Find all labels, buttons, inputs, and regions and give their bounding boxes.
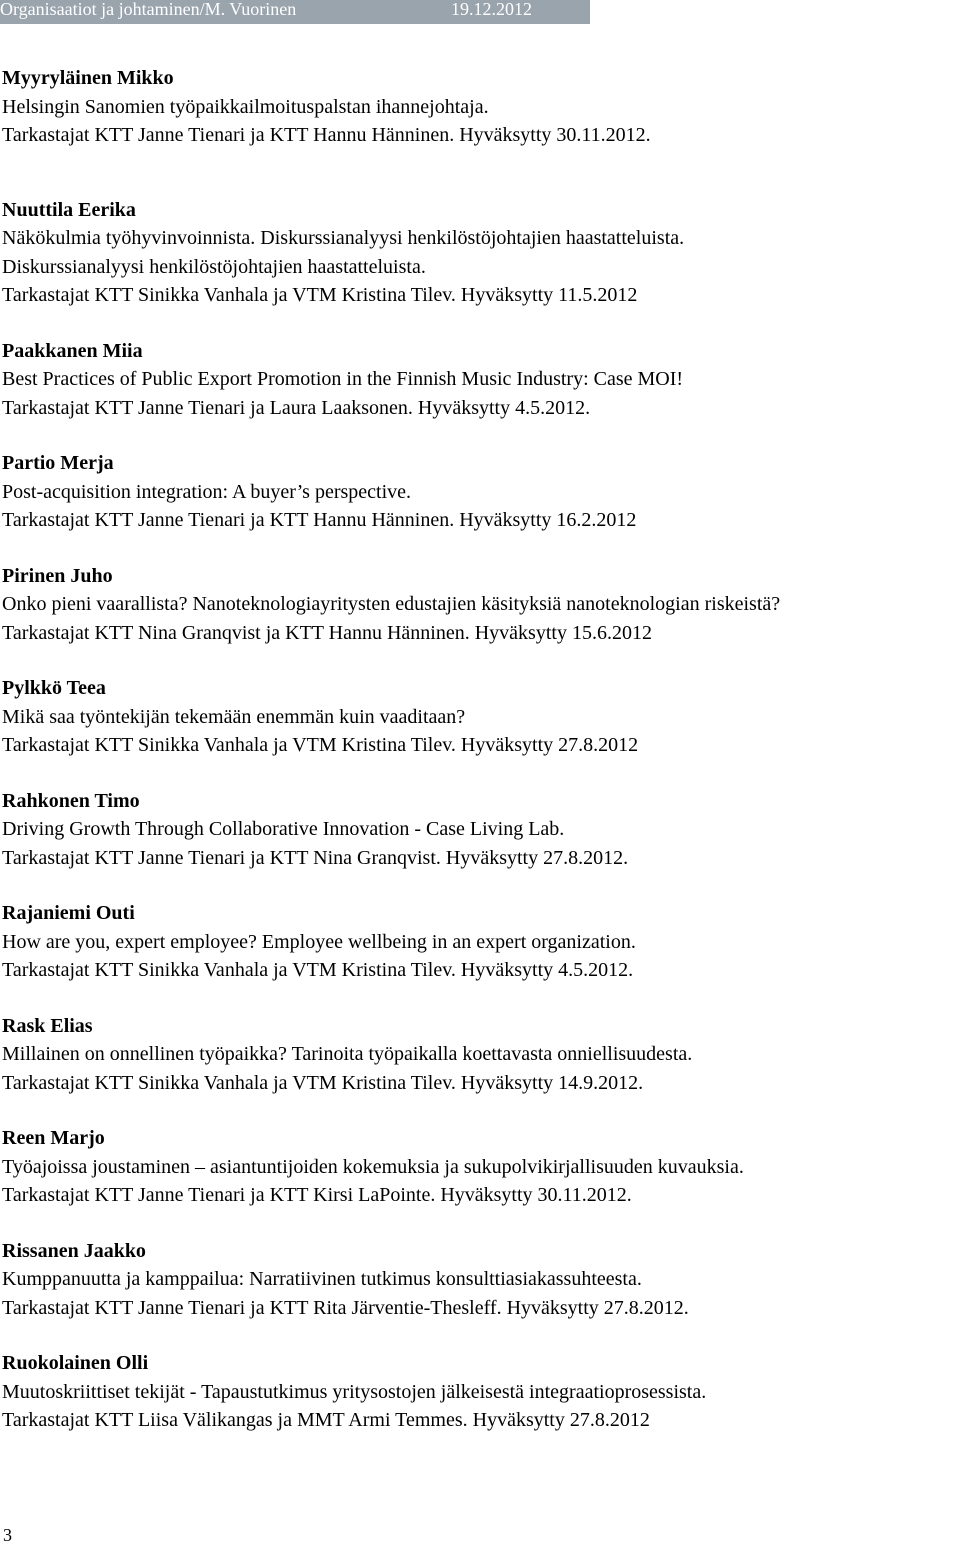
thesis-entry [0, 1124, 960, 1210]
author-name: Rajaniemi Outi [2, 902, 135, 924]
thesis-entry [0, 449, 960, 535]
thesis-title-line: Työajoissa joustaminen – asiantuntijoiden kokemuksia ja sukupolvikirjallisuuden kuvauksia. [2, 1155, 744, 1178]
reviewers-line: Tarkastajat KTT Liisa Välikangas ja MMT Armi Temmes. Hyväksytty 27.8.2012 [2, 1409, 650, 1431]
thesis-title-line: Post-acquisition integration: A buyer’s perspective. [2, 480, 412, 503]
author-name: Pirinen Juho [2, 564, 113, 587]
reviewers-line: Tarkastajat KTT Sinikka Vanhala ja VTM Kristina Tilev. Hyväksytty 11.5.2012 [2, 284, 638, 306]
thesis-entry [0, 337, 960, 423]
thesis-title-line: Best Practices of Public Export Promotion in the Finnish Music Industry: Case MOI! [2, 368, 684, 390]
author-name: Ruokolainen Olli [2, 1352, 149, 1374]
author-name: Rask Elias [2, 1014, 93, 1037]
reviewers-line: Tarkastajat KTT Janne Tienari ja KTT Rita Järventie-Thesleff. Hyväksytty 27.8.2012. [2, 1296, 689, 1319]
thesis-entry [0, 1012, 960, 1098]
reviewers-line: Tarkastajat KTT Sinikka Vanhala ja VTM Kristina Tilev. Hyväksytty 14.9.2012. [2, 1071, 644, 1094]
thesis-entry [0, 562, 960, 648]
header-date: 19.12.2012 [451, 0, 532, 19]
thesis-entry [0, 1349, 960, 1435]
thesis-title-line: Diskurssianalyysi henkilöstöjohtajien haastatteluista. [2, 255, 426, 278]
thesis-title-line: Driving Growth Through Collaborative Innovation - Case Living Lab. [2, 818, 565, 840]
thesis-title-line: Muutoskriittiset tekijät - Tapaustutkimus yritysostojen jälkeisestä integraatioprosessista. [2, 1380, 707, 1403]
page-number: 3 [3, 1525, 12, 1545]
header-band [0, 0, 590, 24]
author-name: Nuuttila Eerika [2, 198, 136, 221]
thesis-entry [0, 196, 960, 310]
author-name: Partio Merja [2, 452, 114, 474]
thesis-title-line: Millainen on onnellinen työpaikka? Tarinoita työpaikalla koettavasta onniellisuudesta. [2, 1043, 693, 1065]
thesis-entry [0, 787, 960, 873]
reviewers-line: Tarkastajat KTT Sinikka Vanhala ja VTM Kristina Tilev. Hyväksytty 4.5.2012. [2, 959, 634, 981]
thesis-entry [0, 674, 960, 760]
header-title: Organisaatiot ja johtaminen/M. Vuorinen [0, 0, 297, 19]
author-name: Paakkanen Miia [2, 339, 143, 362]
reviewers-line: Tarkastajat KTT Sinikka Vanhala ja VTM Kristina Tilev. Hyväksytty 27.8.2012 [2, 734, 639, 756]
author-name: Myyryläinen Mikko [2, 67, 174, 89]
author-name: Reen Marjo [2, 1127, 105, 1149]
author-name: Rissanen Jaakko [2, 1239, 146, 1262]
reviewers-line: Tarkastajat KTT Janne Tienari ja KTT Hannu Hänninen. Hyväksytty 16.2.2012 [2, 509, 637, 531]
page-header [0, 0, 960, 24]
author-name: Rahkonen Timo [2, 789, 140, 812]
thesis-title-line: Helsingin Sanomien työpaikkailmoituspalstan ihannejohtaja. [2, 95, 489, 118]
reviewers-line: Tarkastajat KTT Janne Tienari ja KTT Nina Granqvist. Hyväksytty 27.8.2012. [2, 846, 629, 869]
thesis-entry [0, 899, 960, 985]
thesis-title-line: Näkökulmia työhyvinvoinnista. Diskurssianalyysi henkilöstöjohtajien haastatteluista. [2, 227, 685, 249]
reviewers-line: Tarkastajat KTT Janne Tienari ja Laura Laaksonen. Hyväksytty 4.5.2012. [2, 396, 591, 419]
thesis-title-line: Mikä saa työntekijän tekemään enemmän kuin vaaditaan? [2, 705, 466, 728]
thesis-title-line: How are you, expert employee? Employee wellbeing in an expert organization. [2, 930, 636, 953]
author-name: Pylkkö Teea [2, 677, 106, 699]
reviewers-line: Tarkastajat KTT Janne Tienari ja KTT Hannu Hänninen. Hyväksytty 30.11.2012. [2, 124, 651, 146]
reviewers-line: Tarkastajat KTT Nina Granqvist ja KTT Hannu Hänninen. Hyväksytty 15.6.2012 [2, 621, 652, 644]
thesis-list [0, 64, 960, 1462]
thesis-entry [0, 64, 960, 150]
reviewers-line: Tarkastajat KTT Janne Tienari ja KTT Kirsi LaPointe. Hyväksytty 30.11.2012. [2, 1184, 632, 1206]
thesis-entry [0, 1237, 960, 1323]
thesis-title-line: Onko pieni vaarallista? Nanoteknologiayritysten edustajien käsityksiä nanoteknologian riskeistä? [2, 593, 781, 615]
thesis-title-line: Kumppanuutta ja kamppailua: Narratiivinen tutkimus konsulttiasiakassuhteesta. [2, 1268, 642, 1290]
